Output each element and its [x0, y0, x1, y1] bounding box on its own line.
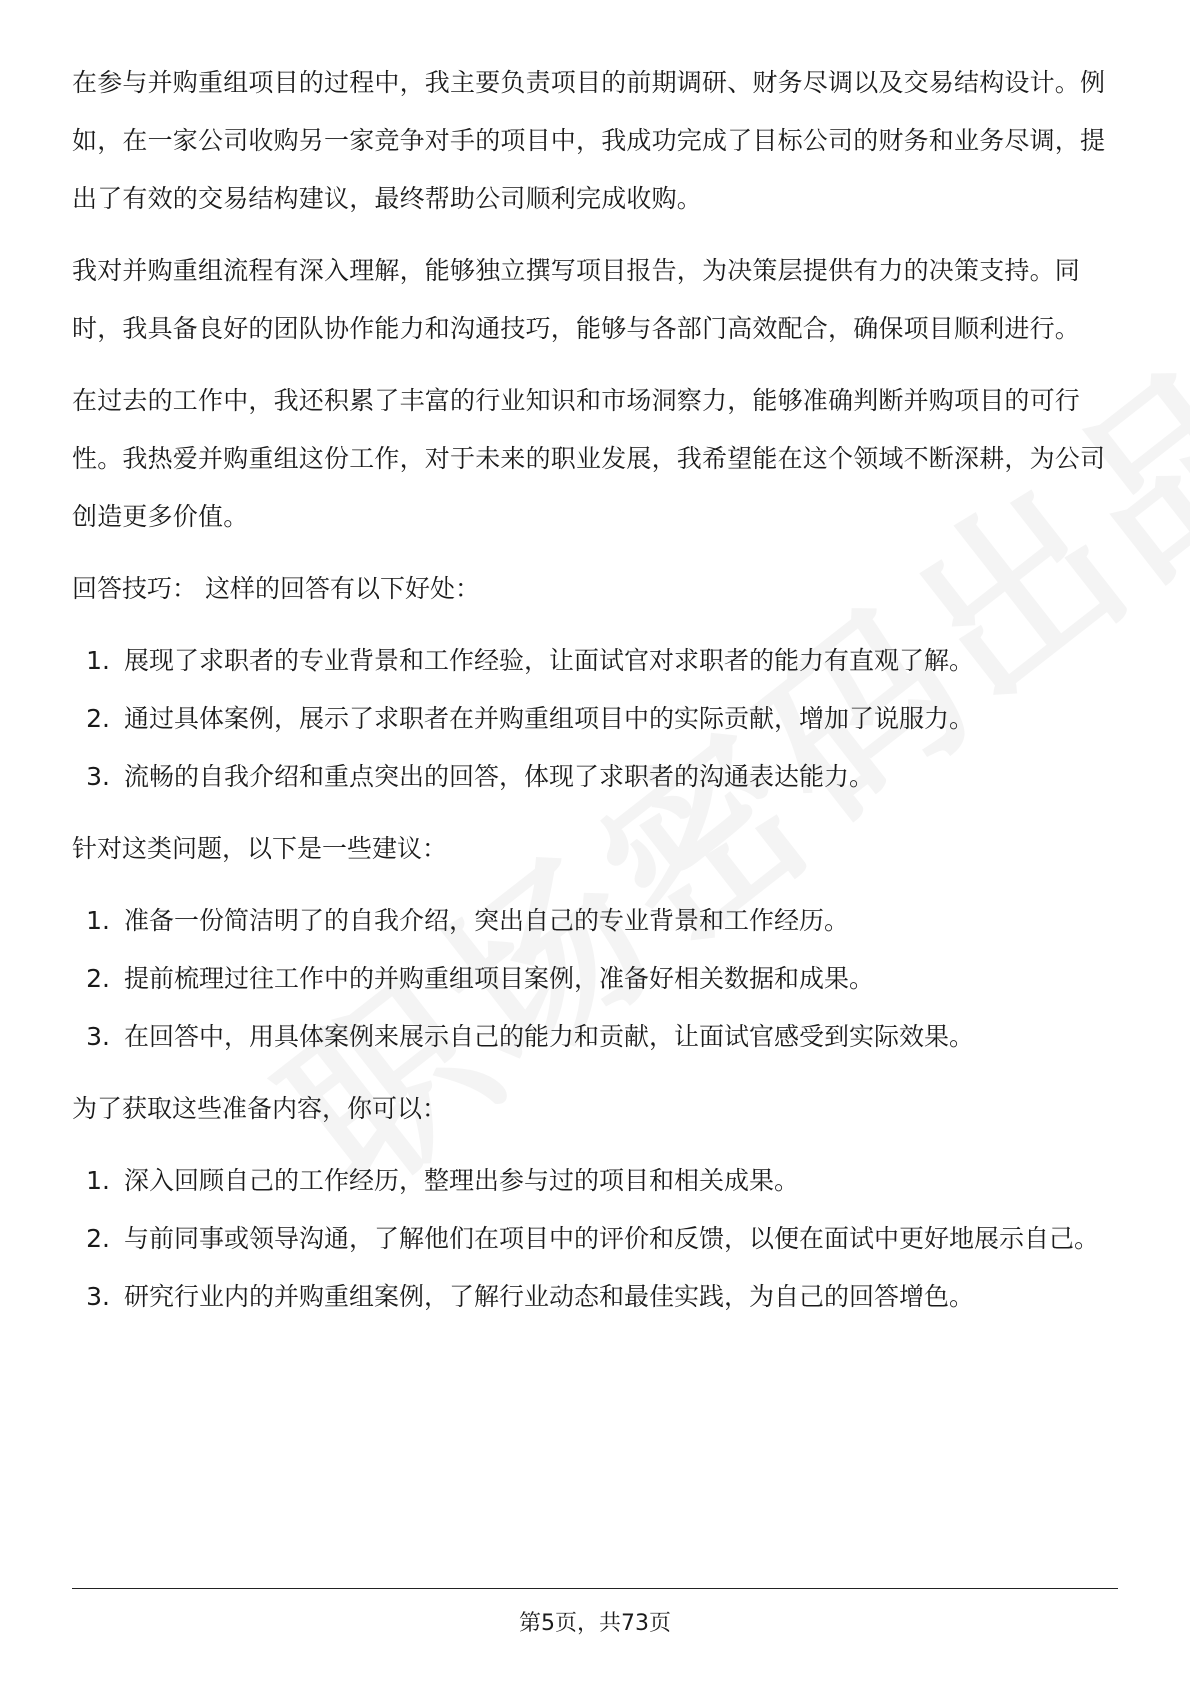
page-number: 第5页，共73页 [519, 1611, 671, 1636]
list-number: 3. [86, 762, 110, 791]
numbered-list [72, 1152, 1122, 1326]
paragraph-process-understanding: 我对并购重组流程有深入理解，能够独立撰写项目报告，为决策层提供有力的决策支持。同时，我具备良好的团队协作能力和沟通技巧，能够与各部门高效配合，确保项目顺利进行。 [72, 256, 1081, 343]
list-item [72, 1152, 1122, 1210]
list-text: 准备一份简洁明了的自我介绍，突出自己的专业背景和工作经历。 [124, 906, 850, 935]
list-number: 1. [86, 646, 110, 675]
list-number: 3. [86, 1022, 110, 1051]
list-text: 研究行业内的并购重组案例，了解行业动态和最佳实践，为自己的回答增色。 [124, 1282, 975, 1311]
list-number: 1. [86, 1166, 110, 1195]
list-text: 深入回顾自己的工作经历，整理出参与过的项目和相关成果。 [124, 1166, 800, 1195]
page-content [72, 54, 1122, 1340]
list-text: 提前梳理过往工作中的并购重组项目案例，准备好相关数据和成果。 [124, 964, 875, 993]
numbered-list [72, 892, 1122, 1066]
list-text: 流畅的自我介绍和重点突出的回答，体现了求职者的沟通表达能力。 [124, 762, 875, 791]
paragraph-project-experience: 在参与并购重组项目的过程中，我主要负责项目的前期调研、财务尽调以及交易结构设计。例如，在一家公司收购另一家竞争对手的项目中，我成功完成了目标公司的财务和业务尽调，提出了有效的交易结构建议，最终帮助公司顺利完成收购。 [72, 68, 1106, 213]
list-text: 通过具体案例，展示了求职者在并购重组项目中的实际贡献，增加了说服力。 [124, 704, 975, 733]
list-number: 2. [86, 1224, 110, 1253]
list-number: 3. [86, 1282, 110, 1311]
list-item [72, 1210, 1122, 1268]
list-text: 展现了求职者的专业背景和工作经验，让面试官对求职者的能力有直观了解。 [124, 646, 975, 675]
list-number: 2. [86, 704, 110, 733]
paragraph-industry-knowledge: 在过去的工作中，我还积累了丰富的行业知识和市场洞察力，能够准确判断并购项目的可行性。我热爱并购重组这份工作，对于未来的职业发展，我希望能在这个领域不断深耕，为公司创造更多价值。 [72, 386, 1106, 531]
list-text: 与前同事或领导沟通，了解他们在项目中的评价和反馈，以便在面试中更好地展示自己。 [124, 1224, 1100, 1253]
section-heading: 针对这类问题，以下是一些建议： [72, 834, 448, 863]
list-item [72, 632, 1122, 690]
list-number: 2. [86, 964, 110, 993]
list-item [72, 1268, 1122, 1326]
section-preparation [72, 1080, 1122, 1326]
list-item [72, 1008, 1122, 1066]
section-answer-tips [72, 560, 1122, 806]
numbered-list [72, 632, 1122, 806]
list-item [72, 950, 1122, 1008]
section-heading: 回答技巧： 这样的回答有以下好处： [72, 574, 480, 603]
section-heading: 为了获取这些准备内容，你可以： [72, 1094, 448, 1123]
list-text: 在回答中，用具体案例来展示自己的能力和贡献，让面试官感受到实际效果。 [124, 1022, 975, 1051]
list-item [72, 748, 1122, 806]
list-item [72, 892, 1122, 950]
footer-divider [72, 1588, 1118, 1589]
section-suggestions [72, 820, 1122, 1066]
list-number: 1. [86, 906, 110, 935]
list-item [72, 690, 1122, 748]
